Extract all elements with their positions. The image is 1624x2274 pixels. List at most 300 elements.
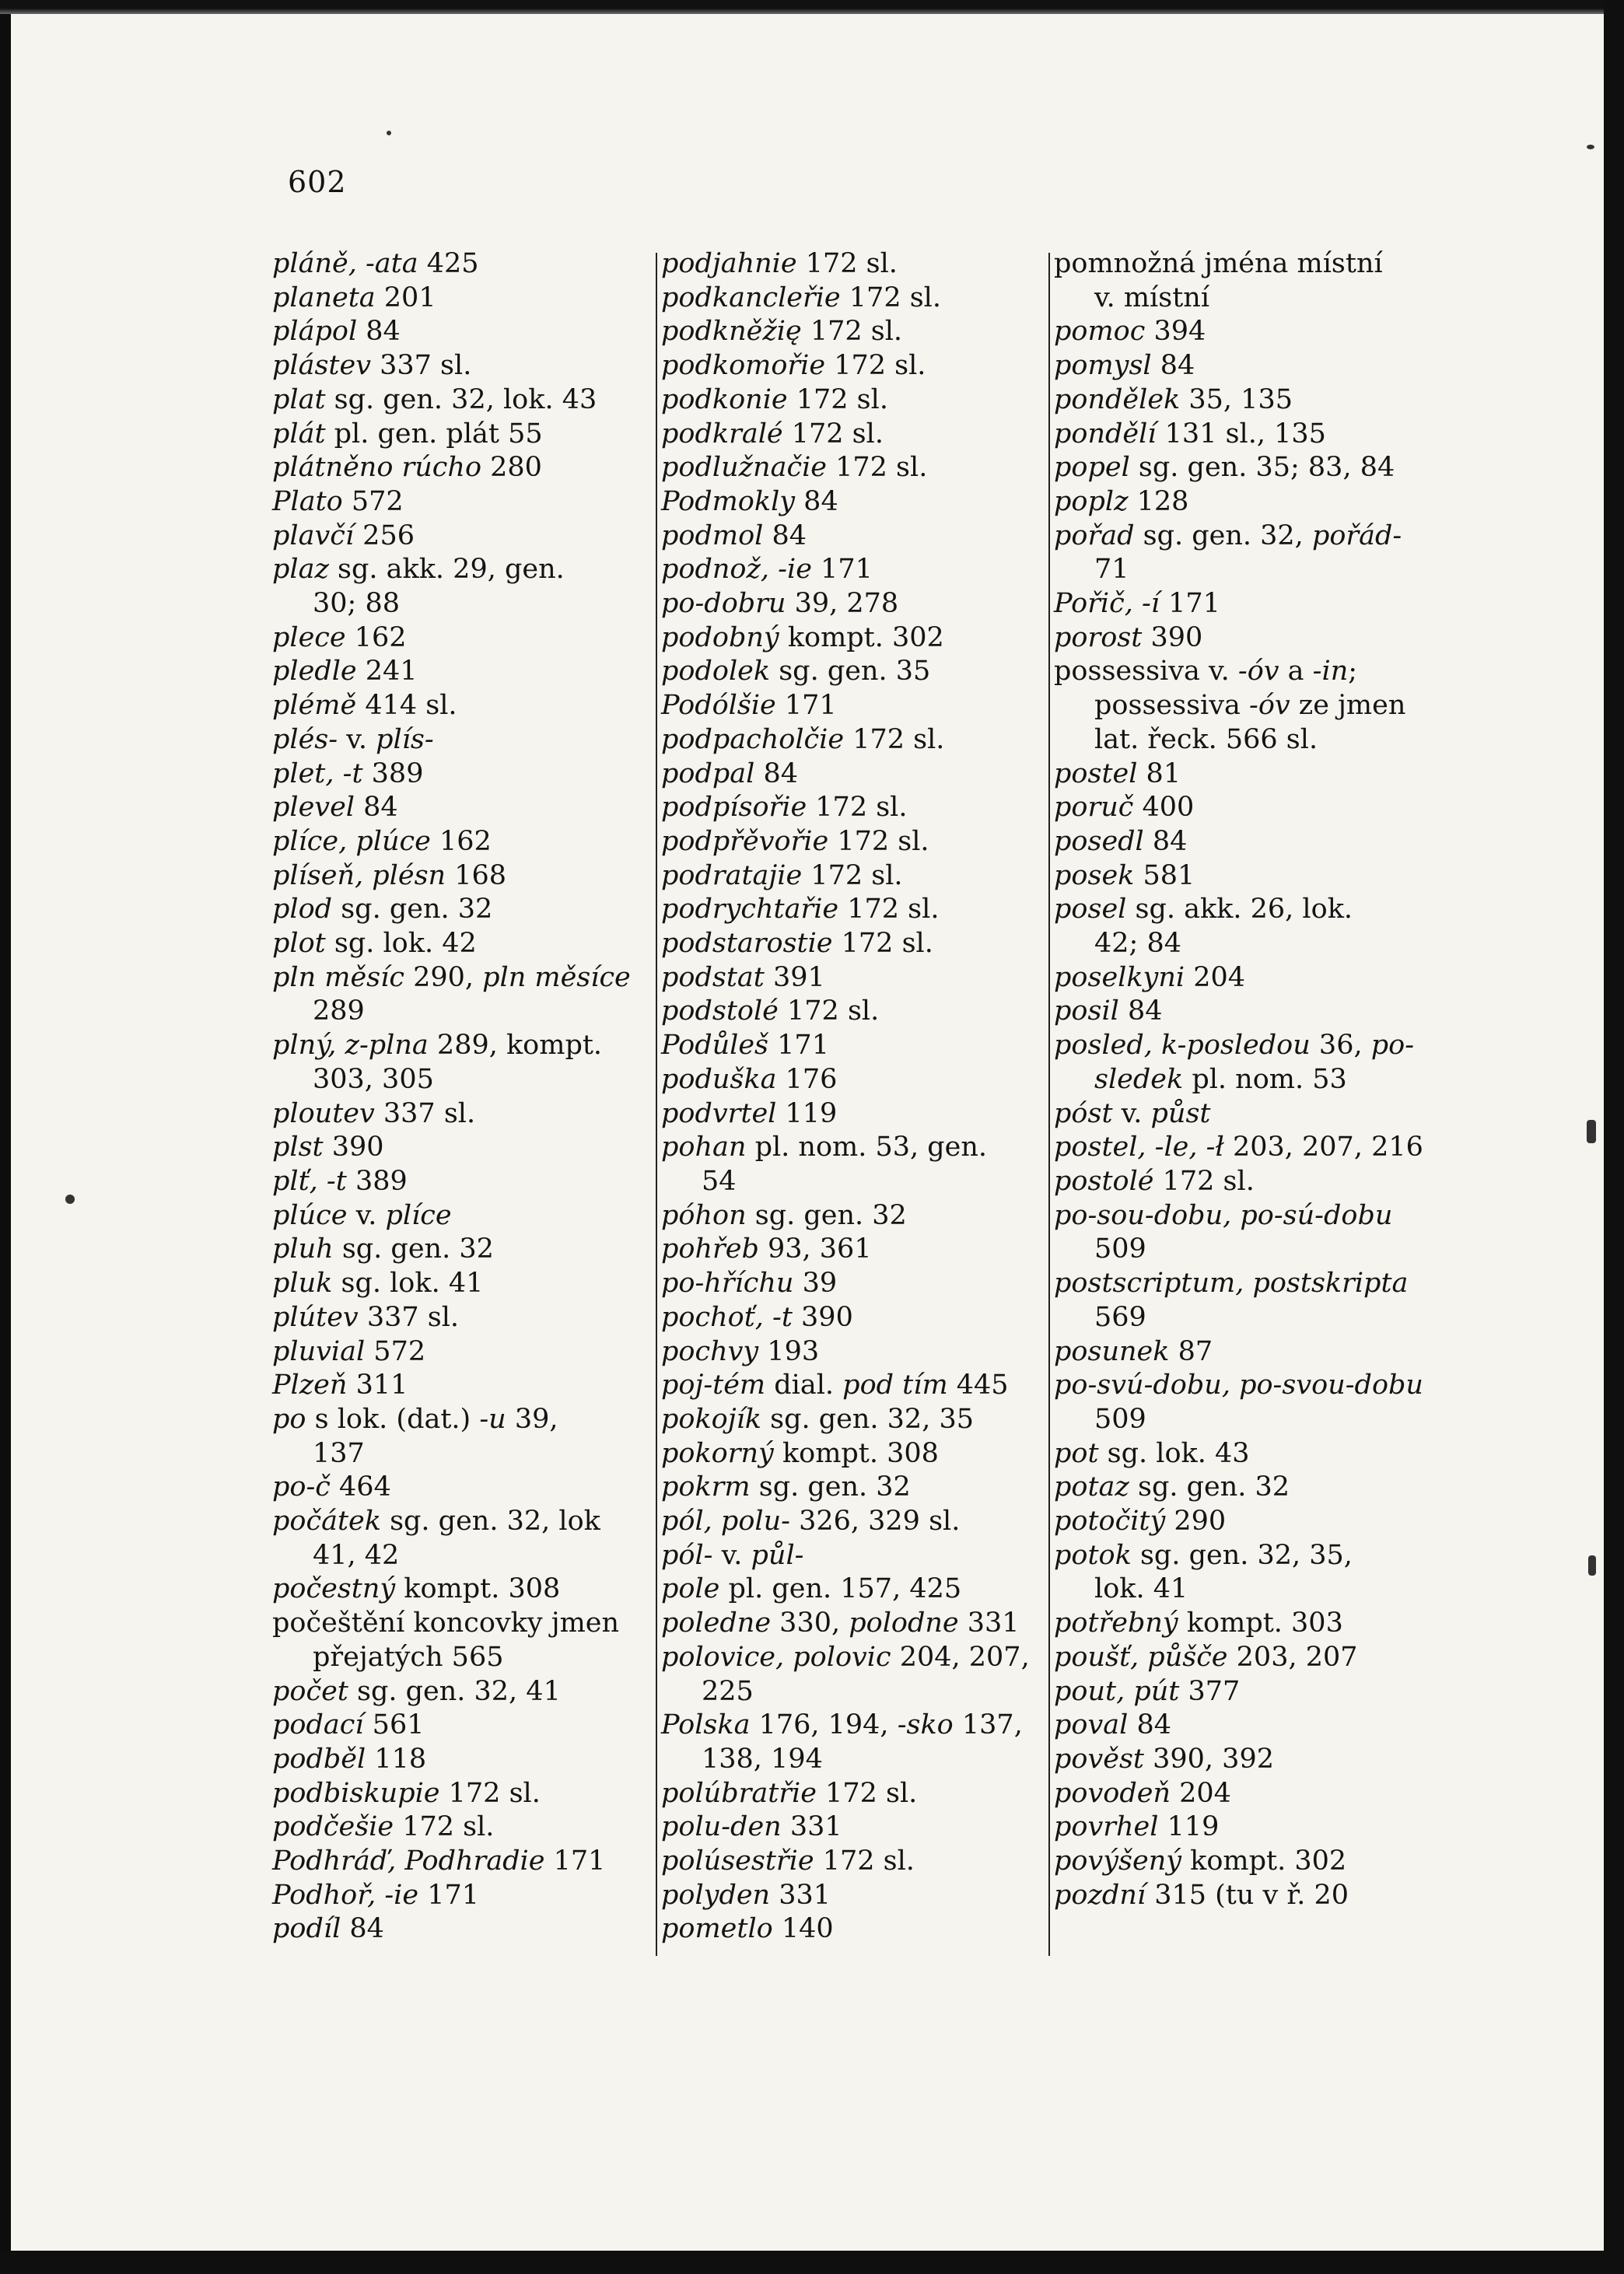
entry-reference: 128 [1128, 485, 1189, 517]
entry-line [661, 1471, 911, 1503]
index-entry [661, 1267, 1042, 1301]
entry-headword: polyden [661, 1879, 771, 1911]
entry-line [272, 1913, 384, 1944]
entry-reference: přejatých 565 [313, 1641, 504, 1673]
entry-line [1054, 1030, 1414, 1061]
entry-reference: počeštění koncovky jmen [272, 1608, 620, 1639]
index-entry [1054, 485, 1443, 520]
entry-reference: 204, 207, [891, 1641, 1030, 1673]
index-entry-continuation [1054, 1403, 1443, 1437]
entry-line [661, 1913, 834, 1944]
entry-headword: podbiskupie [272, 1777, 440, 1809]
entry-headword: -u [479, 1403, 506, 1435]
entry-reference: sg. gen. 32 [333, 1233, 494, 1265]
index-entry-continuation [272, 1437, 646, 1471]
entry-headword: podratajie [661, 859, 803, 891]
entry-line [272, 350, 471, 381]
entry-reference: ; [1348, 656, 1358, 687]
entry-line [661, 1778, 917, 1809]
entry-line [1054, 724, 1318, 755]
index-column-1 [272, 247, 646, 1947]
index-entry [1054, 520, 1443, 554]
index-entry [661, 1063, 1042, 1097]
entry-line [272, 962, 631, 993]
index-entry [272, 723, 646, 757]
entry-headword: poj-tém [661, 1370, 766, 1401]
entry-reference: 84 [763, 520, 807, 551]
index-entry [1054, 1437, 1443, 1471]
entry-reference: kompt. 302 [1181, 1845, 1347, 1877]
index-entry-continuation [272, 1641, 646, 1675]
entry-reference: sg. lok. 43 [1098, 1437, 1250, 1469]
entry-line [272, 1030, 602, 1061]
index-entry [1054, 1539, 1443, 1573]
entry-line [1054, 622, 1202, 653]
index-entry [272, 791, 646, 825]
entry-headword: Podhráď, Podhradie [272, 1845, 545, 1877]
entry-headword: polovice, polovic [661, 1641, 891, 1673]
entry-headword: plátněno rúcho [272, 452, 482, 484]
entry-reference: 204 [1185, 961, 1245, 993]
index-entry [661, 1369, 1042, 1403]
entry-line [272, 1166, 408, 1197]
entry-line [661, 1132, 987, 1163]
entry-headword: podpacholčie [661, 723, 845, 755]
entry-line [661, 1438, 939, 1469]
entry-reference: 172 sl. [828, 825, 929, 857]
entry-reference: 389 [346, 1165, 408, 1197]
entry-line [661, 622, 944, 653]
entry-line [661, 1200, 907, 1231]
entry-reference: 337 sl. [370, 350, 472, 382]
entry-reference: 203, 207, 216 [1223, 1132, 1423, 1163]
entry-line [1054, 282, 1209, 313]
entry-headword: plíce, plúce [272, 825, 431, 857]
entry-reference: 172 sl. [840, 282, 941, 313]
index-entry [1054, 1199, 1443, 1233]
entry-reference: 509 [1094, 1403, 1146, 1435]
entry-reference: 119 [1158, 1811, 1220, 1843]
entry-line [272, 1064, 434, 1095]
entry-line [272, 554, 565, 585]
entry-line [272, 1540, 399, 1571]
entry-reference: 35, 135 [1180, 383, 1293, 415]
entry-reference: 289 [313, 995, 365, 1027]
entry-reference: 41, 42 [313, 1539, 400, 1571]
index-entry [272, 1505, 646, 1539]
entry-line [1054, 1166, 1255, 1197]
entry-headword: Podhoř, -ie [272, 1879, 419, 1911]
index-entry [272, 282, 646, 316]
entry-headword: podlužnačie [661, 452, 827, 484]
entry-reference: 390 [323, 1132, 384, 1163]
entry-line [272, 520, 415, 551]
index-entry [1054, 418, 1443, 452]
entry-line [661, 452, 927, 483]
entry-reference: 93, 361 [758, 1233, 872, 1265]
entry-line [661, 690, 837, 721]
entry-headword: potaz [1054, 1471, 1129, 1503]
index-entry [272, 1369, 646, 1403]
entry-reference: 172 sl. [844, 723, 945, 755]
entry-line [272, 1573, 560, 1604]
entry-headword: pln měsíc [272, 961, 404, 993]
index-entry [661, 859, 1042, 894]
entry-line [1054, 350, 1195, 381]
ink-speck [1587, 1120, 1596, 1143]
index-entry [1054, 1335, 1443, 1370]
entry-reference: 172 sl. [816, 1777, 918, 1809]
entry-reference: 390 [1142, 621, 1203, 653]
entry-line [661, 995, 879, 1027]
entry-line [661, 1268, 837, 1299]
entry-headword: pluvial [272, 1335, 366, 1367]
index-entry [1054, 995, 1443, 1029]
entry-headword: po-č [272, 1471, 331, 1503]
entry-line [272, 792, 398, 823]
entry-headword: plíseň, plésn [272, 859, 446, 891]
entry-headword: plst [272, 1132, 324, 1163]
entry-line [272, 724, 434, 755]
index-entry [272, 1675, 646, 1709]
entry-reference: 193 [758, 1335, 820, 1367]
index-entry [1054, 655, 1443, 689]
index-entry [272, 418, 646, 452]
index-entry [272, 383, 646, 418]
entry-headword: plémě [272, 690, 357, 722]
entry-headword: po- [1370, 1030, 1415, 1062]
entry-line [272, 860, 506, 891]
entry-line [1054, 928, 1181, 959]
entry-headword: pomysl [1054, 350, 1152, 382]
index-entry [661, 825, 1042, 859]
entry-headword: plet, -t [272, 757, 363, 789]
entry-reference: 203, 207 [1227, 1641, 1358, 1673]
index-entry [661, 723, 1042, 757]
index-entry [1054, 1777, 1443, 1811]
entry-headword: pověst [1054, 1743, 1144, 1775]
entry-reference: 172 sl. [394, 1811, 495, 1843]
entry-headword: podběl [272, 1743, 366, 1775]
entry-line [1054, 1200, 1392, 1231]
entry-line [661, 1880, 831, 1911]
entry-line [1054, 1676, 1240, 1707]
entry-headword: poruč [1054, 792, 1134, 824]
entry-headword: pout, pút [1054, 1675, 1180, 1707]
index-entry [272, 825, 646, 859]
entry-reference: 400 [1133, 792, 1195, 824]
index-entry [272, 655, 646, 689]
entry-headword: podpal [661, 757, 755, 789]
index-entry [272, 1471, 646, 1505]
entry-line [1054, 1880, 1349, 1911]
entry-reference: pl. gen. plát 55 [325, 418, 543, 450]
index-entry-continuation [1054, 1063, 1443, 1097]
entry-reference: sg. lok. 42 [325, 928, 477, 960]
entry-reference: 137, [953, 1709, 1023, 1741]
index-entry [1054, 1879, 1443, 1913]
entry-headword: posel [1054, 894, 1127, 925]
index-entry [661, 995, 1042, 1029]
entry-reference: sg. gen. 32, 35, [1131, 1539, 1353, 1571]
entry-line [272, 1709, 424, 1740]
entry-headword: pluh [272, 1233, 334, 1265]
entry-headword: posled, k-posledou [1054, 1030, 1311, 1062]
entry-reference: 389 [362, 757, 424, 789]
entry-headword: Polska [661, 1709, 751, 1741]
entry-line [272, 1778, 541, 1809]
index-entry [661, 1845, 1042, 1879]
entry-line [1054, 316, 1206, 347]
entry-line [1054, 1778, 1231, 1809]
entry-line [661, 860, 903, 891]
index-entry [1054, 893, 1443, 927]
ink-speck [1588, 1555, 1596, 1576]
entry-line [1054, 1233, 1146, 1265]
entry-reference: sg. gen. 32, lok [380, 1506, 600, 1538]
entry-headword: plný, z-plna [272, 1030, 429, 1062]
entry-reference: pl. nom. 53 [1183, 1063, 1347, 1095]
entry-reference: 225 [702, 1675, 754, 1707]
entry-reference: sg. gen. 35; 83, 84 [1129, 452, 1395, 484]
entry-line [272, 588, 400, 619]
entry-headword: pořád- [1311, 520, 1402, 551]
entry-headword: podkněžię [661, 316, 802, 348]
index-entry [272, 247, 646, 282]
index-entry [661, 1641, 1042, 1675]
index-entry [1054, 1131, 1443, 1165]
entry-line [661, 894, 939, 925]
entry-line [1054, 1132, 1423, 1163]
entry-line [661, 1370, 1009, 1401]
scan-border-right [1604, 0, 1624, 2274]
entry-headword: poselkyni [1054, 961, 1185, 993]
entry-line [272, 1098, 475, 1129]
entry-headword: pot [1054, 1437, 1099, 1469]
index-entry [661, 553, 1042, 587]
index-entry-continuation [1054, 1233, 1443, 1267]
entry-headword: počestný [272, 1573, 396, 1605]
entry-reference: 84 [341, 1913, 384, 1945]
entry-headword: plť, -t [272, 1165, 347, 1197]
ink-speck [387, 131, 391, 135]
entry-reference: 131 sl., 135 [1156, 418, 1326, 450]
entry-headword: polodne [849, 1608, 959, 1639]
entry-line [272, 1845, 605, 1877]
entry-line [272, 1506, 600, 1537]
entry-line [661, 1506, 960, 1537]
entry-reference: 171 [418, 1879, 480, 1911]
entry-headword: povýšený [1054, 1845, 1182, 1877]
entry-headword: podrychtařie [661, 894, 839, 925]
entry-reference: a [1279, 656, 1313, 687]
entry-headword: -sko [897, 1709, 954, 1741]
index-entry [272, 961, 646, 995]
entry-reference: 172 sl. [826, 452, 928, 484]
entry-line [272, 486, 404, 517]
index-entry [661, 1777, 1042, 1811]
entry-headword: podnož, -ie [661, 554, 812, 586]
entry-reference: 176, 194, [750, 1709, 898, 1741]
entry-reference: 201 [375, 282, 436, 313]
index-entry [272, 1845, 646, 1879]
entry-headword: plevel [272, 792, 355, 824]
entry-reference: 71 [1094, 554, 1129, 586]
entry-line [272, 1370, 408, 1401]
entry-headword: polu-den [661, 1811, 782, 1843]
entry-headword: pole [661, 1573, 720, 1605]
column-divider-1 [656, 253, 657, 1956]
entry-line [272, 1268, 483, 1299]
entry-headword: poval [1054, 1709, 1129, 1741]
index-entry [661, 1029, 1042, 1063]
entry-line [1054, 1064, 1347, 1095]
entry-headword: postolé [1054, 1165, 1154, 1197]
entry-headword: posil [1054, 995, 1119, 1027]
entry-reference: 172 sl. [802, 859, 903, 891]
entry-headword: poplz [1054, 485, 1129, 517]
entry-headword: posedl [1054, 825, 1144, 857]
entry-line [1054, 826, 1187, 857]
entry-reference: 414 sl. [356, 690, 457, 722]
entry-reference: ze jmen [1290, 690, 1406, 722]
entry-line [661, 826, 929, 857]
entry-headword: porost [1054, 621, 1143, 653]
index-entry [1054, 451, 1443, 485]
index-entry [272, 1029, 646, 1063]
entry-reference: 171 [811, 554, 873, 586]
index-entry [661, 451, 1042, 485]
index-entry [272, 1335, 646, 1370]
index-entry-continuation [661, 1165, 1042, 1199]
entry-headword: podčešie [272, 1811, 394, 1843]
index-entry [661, 1505, 1042, 1539]
entry-reference: 290, [404, 961, 483, 993]
index-entry [661, 689, 1042, 723]
entry-line [661, 1404, 974, 1435]
entry-headword: poduška [661, 1063, 777, 1095]
entry-headword: plíce [385, 1199, 452, 1231]
entry-reference: lat. řeck. 566 sl. [1094, 723, 1318, 755]
entry-headword: poušť, půšče [1054, 1641, 1228, 1673]
entry-reference: sg. lok. 41 [332, 1268, 484, 1300]
entry-line [1054, 1506, 1226, 1537]
entry-reference: 162 [430, 825, 492, 857]
entry-line [272, 1200, 452, 1231]
entry-line [661, 1845, 915, 1877]
entry-line [272, 622, 407, 653]
entry-reference: 172 sl. [832, 928, 933, 960]
entry-headword: pořad [1054, 520, 1135, 551]
entry-headword: Plzeň [272, 1370, 348, 1401]
entry-headword: pondělí [1054, 418, 1157, 450]
entry-line [661, 1540, 803, 1571]
entry-line [1054, 1573, 1188, 1604]
entry-line [272, 282, 436, 313]
entry-reference: dial. [765, 1370, 843, 1401]
entry-line [661, 1098, 837, 1129]
entry-headword: potřebný [1054, 1608, 1178, 1639]
index-entry [272, 485, 646, 520]
index-entry [272, 1879, 646, 1913]
entry-reference: 176 [776, 1063, 838, 1095]
entry-headword: podkralé [661, 418, 783, 450]
entry-line [661, 1676, 754, 1707]
entry-line [272, 1880, 479, 1911]
entry-line [1054, 1642, 1358, 1673]
index-entry [272, 315, 646, 349]
entry-reference: sg. gen. 32 [746, 1199, 907, 1231]
entry-reference: 331 [770, 1879, 831, 1911]
index-entry-continuation [1054, 689, 1443, 723]
entry-headword: plástev [272, 350, 371, 382]
entry-line [1054, 1608, 1343, 1639]
entry-reference: 172 sl. [838, 894, 940, 925]
entry-line [272, 1233, 494, 1265]
entry-line [272, 1744, 426, 1775]
entry-line [1054, 1370, 1423, 1401]
entry-line [272, 894, 492, 925]
entry-reference: 171 [775, 690, 837, 722]
entry-line [1054, 1098, 1211, 1129]
index-entry [1054, 1165, 1443, 1199]
entry-reference: v. místní [1094, 282, 1210, 313]
entry-headword: poledne [661, 1608, 772, 1639]
entry-line [272, 1471, 391, 1503]
index-entry-continuation [661, 1675, 1042, 1709]
entry-line [661, 928, 933, 959]
entry-headword: plés- [272, 723, 338, 755]
entry-reference: sg. gen. 32, lok. 43 [325, 383, 597, 415]
entry-headword: po-dobru [661, 588, 786, 620]
entry-headword: sledek [1094, 1063, 1184, 1095]
entry-line [1054, 656, 1357, 687]
entry-line [661, 1302, 853, 1333]
index-entry [272, 1810, 646, 1845]
entry-headword: podkancleřie [661, 282, 841, 313]
entry-reference: 280 [481, 452, 542, 484]
entry-reference: 390 [792, 1301, 853, 1333]
entry-line [661, 1064, 837, 1095]
entry-line [272, 928, 477, 959]
entry-reference: 30; 88 [313, 588, 400, 620]
entry-line [661, 724, 944, 755]
entry-reference: kompt. 303 [1178, 1608, 1343, 1639]
scan-border-bottom [0, 2251, 1624, 2274]
entry-line [1054, 1268, 1408, 1299]
index-entry [272, 1743, 646, 1777]
index-entry-continuation [1054, 927, 1443, 961]
entry-reference: 172 sl. [825, 350, 926, 382]
entry-reference: 36, [1310, 1030, 1371, 1062]
index-entry [661, 1607, 1042, 1641]
index-entry [1054, 247, 1443, 282]
index-entry [272, 1165, 646, 1199]
column-divider-2 [1048, 253, 1050, 1956]
entry-line [272, 1438, 365, 1469]
entry-line [661, 588, 898, 619]
entry-headword: podkomořie [661, 350, 826, 382]
entry-line [272, 656, 418, 687]
index-entry [1054, 1641, 1443, 1675]
entry-line [272, 316, 401, 347]
entry-line [1054, 248, 1383, 279]
entry-reference: 509 [1094, 1233, 1146, 1265]
entry-reference: 425 [418, 248, 479, 279]
entry-line [1054, 1540, 1353, 1571]
entry-headword: pól, polu- [661, 1506, 790, 1538]
index-entry [272, 1912, 646, 1947]
